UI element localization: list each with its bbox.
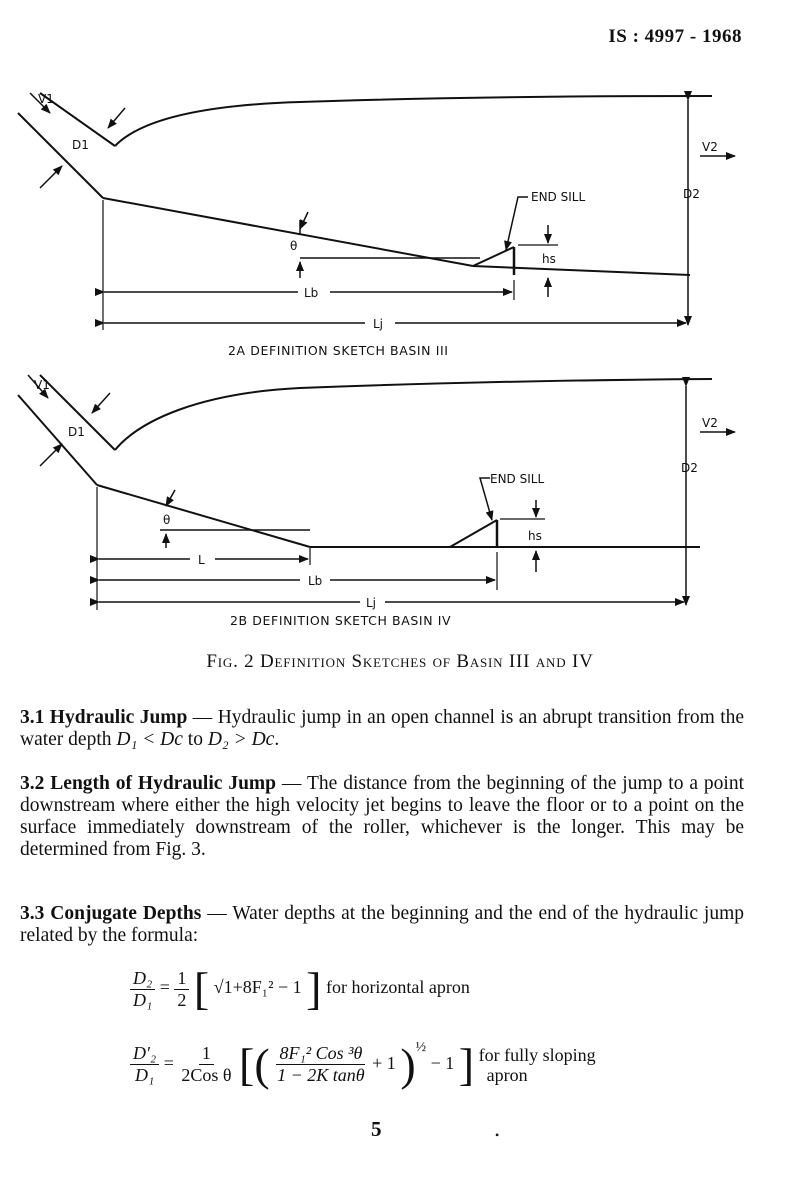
eq2-bracket-close: ] xyxy=(458,1038,475,1090)
section-3-3-heading: 3.3 Conjugate Depths xyxy=(20,903,202,924)
label-d1-b: D1 xyxy=(68,425,85,439)
label-hs-a: hs xyxy=(542,252,556,266)
eq2-coef xyxy=(178,1043,234,1086)
eq2-minus-one: − 1 xyxy=(430,1053,455,1073)
eq1-equals: = xyxy=(159,977,170,998)
section-3-2-dash: — xyxy=(276,773,307,794)
label-l-b: L xyxy=(198,553,205,567)
eq2-exponent: ½ xyxy=(415,1040,427,1055)
section-3-1 xyxy=(20,707,744,751)
section-3-1-text: Hydraulic jump in an open channel is an abrupt transition from the water depth xyxy=(20,707,745,750)
label-lb-a: Lb xyxy=(304,286,319,300)
label-hs-b: hs xyxy=(528,529,542,543)
label-d1-a: D1 xyxy=(72,138,89,152)
eq2-coef-den: 2Cos θ xyxy=(181,1065,232,1086)
eq2-equals: = xyxy=(163,1053,174,1073)
label-v1-b: V1 xyxy=(34,378,50,392)
section-3-1-dash: — xyxy=(187,707,218,728)
eq1-coef-num: 1 xyxy=(174,968,189,990)
label-theta-a: θ xyxy=(290,239,298,253)
label-v2-b: V2 xyxy=(702,416,718,430)
label-theta-b: θ xyxy=(163,513,171,527)
definition-sketches-figure xyxy=(0,60,800,640)
section-3-3 xyxy=(20,903,744,947)
eq1-lhs-num: D₂ xyxy=(130,968,155,990)
label-lb-b: Lb xyxy=(308,574,323,588)
eq1-lhs-den: D₁ xyxy=(133,989,153,1010)
eq1-bracket-close: ] xyxy=(306,963,322,1014)
section-3-1-expr1: D₁ < Dc xyxy=(116,729,183,750)
section-3-2 xyxy=(20,773,744,861)
section-3-1-to: to xyxy=(182,729,208,750)
eq2-note-line1: for fully sloping xyxy=(478,1044,596,1065)
eq2-bracket-open: [ xyxy=(239,1038,255,1090)
label-end-sill-b: END SILL xyxy=(490,472,545,486)
standard-number: IS : 4997 - 1968 xyxy=(608,26,742,47)
equation-horizontal-apron xyxy=(130,963,470,1014)
eq2-lhs xyxy=(130,1043,159,1086)
eq2-plus-one: + 1 xyxy=(372,1053,396,1073)
section-3-2-heading: 3.2 Length of Hydraulic Jump xyxy=(20,773,277,794)
eq2-note-line2: apron xyxy=(486,1064,528,1085)
equation-sloping-apron xyxy=(130,1040,750,1088)
eq2-paren-open: ( xyxy=(254,1038,270,1090)
eq2-inner-num: 8F₁² Cos ³θ xyxy=(276,1043,365,1065)
label-v1-a: V1 xyxy=(38,92,54,106)
section-3-1-expr2: D₂ > Dc xyxy=(207,729,275,750)
eq1-coef xyxy=(174,968,189,1011)
sketch-2b-title: 2B DEFINITION SKETCH BASIN IV xyxy=(230,613,452,628)
eq1-coef-den: 2 xyxy=(177,989,187,1010)
eq1-body: √1+8F₁² − 1 xyxy=(213,977,302,998)
eq1-bracket-open: [ xyxy=(193,963,210,1014)
eq1-lhs xyxy=(130,968,155,1011)
label-v2-a: V2 xyxy=(702,140,718,154)
eq2-lhs-num: D′₂ xyxy=(130,1043,159,1065)
eq2-paren-close: ) xyxy=(400,1038,416,1090)
sketch-2b xyxy=(18,375,735,610)
label-d2-b: D2 xyxy=(681,461,698,475)
label-end-sill-a: END SILL xyxy=(531,190,586,204)
page-number: 5 xyxy=(371,1117,382,1141)
eq2-lhs-den: D₁ xyxy=(134,1065,155,1086)
eq2-coef-num: 1 xyxy=(199,1043,214,1065)
section-3-2-text: The distance from the beginning of the jump to a point downstream where either the high velocity jet begins to leave the floor or to a point on the surface immediately downstream of the roller, whichever is the longer. This may be determined from Fig. 3. xyxy=(20,773,745,860)
section-3-3-dash: — xyxy=(201,903,233,924)
section-3-3-text: Water depths at the beginning and the end of the hydraulic jump related by the formula: xyxy=(20,903,744,946)
label-lj-a: Lj xyxy=(373,317,384,331)
eq2-inner-den: 1 − 2K tanθ xyxy=(277,1065,365,1086)
speck-mark: • xyxy=(495,1128,500,1142)
eq1-note: for horizontal apron xyxy=(325,977,470,998)
sketch-2a-title: 2A DEFINITION SKETCH BASIN III xyxy=(228,343,449,358)
label-lj-b: Lj xyxy=(366,596,377,610)
section-3-1-heading: 3.1 Hydraulic Jump xyxy=(20,707,188,728)
figure-caption: Fig. 2 Definition Sketches of Basin III and IV xyxy=(206,651,594,672)
eq2-note xyxy=(479,1045,596,1085)
sketch-2a xyxy=(18,93,735,330)
eq2-inner xyxy=(274,1043,368,1086)
section-3-1-end: . xyxy=(274,729,280,750)
label-d2-a: D2 xyxy=(683,187,700,201)
